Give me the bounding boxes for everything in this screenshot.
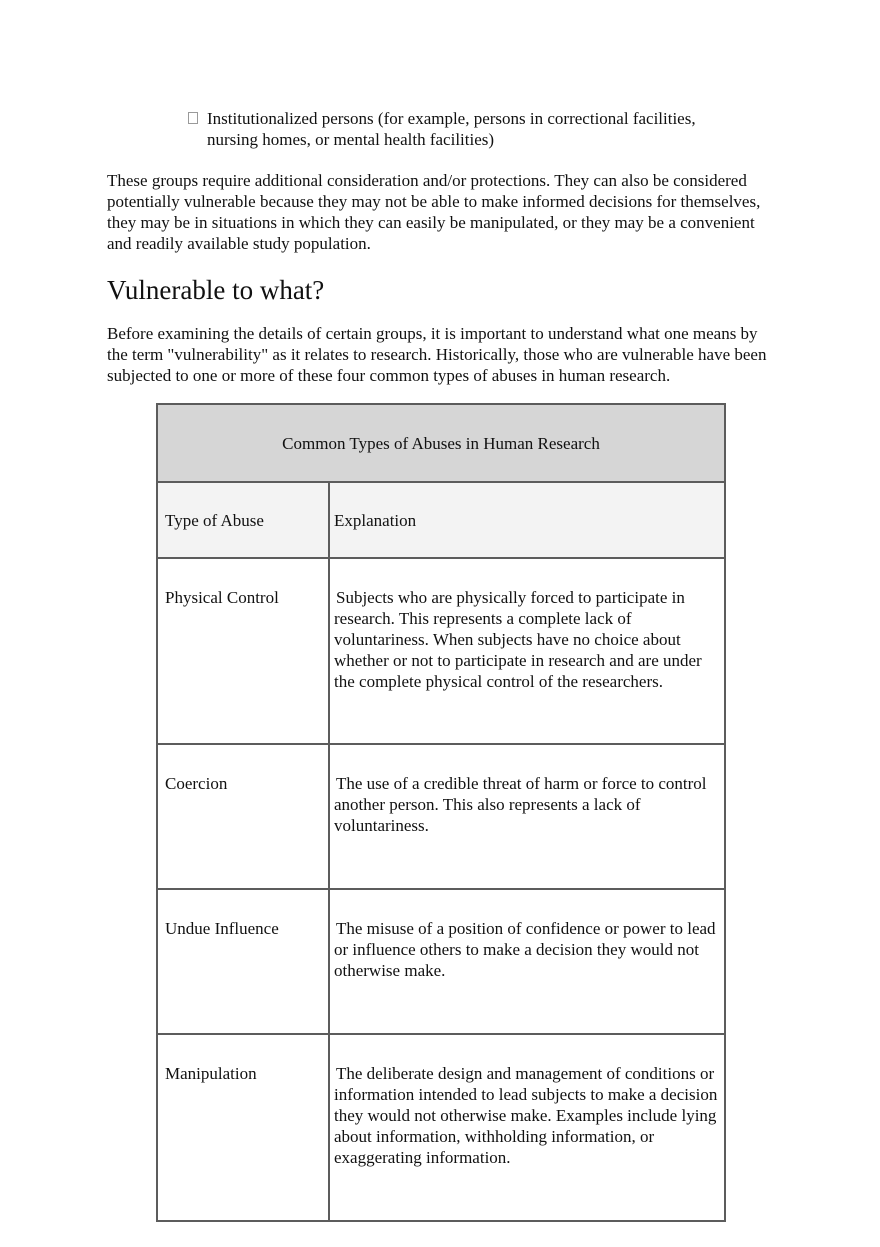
header-type-of-abuse: Type of Abuse [157,482,329,558]
abuse-type-cell: Coercion [157,744,329,889]
abuse-explanation-cell [329,1034,725,1221]
bullet-list-item [188,108,748,150]
abuse-type-cell: Physical Control [157,558,329,744]
table-row [157,558,725,744]
abuse-explanation-cell [329,889,725,1034]
abuse-explanation-text: The deliberate design and management of conditions or information intended to lead subjects to make a decision they would not otherwise make. Examples include lying about information, withholding information, or exaggerating information. [334,1064,718,1167]
bullet-text: Institutionalized persons (for example, persons in correctional facilities, nursing homes, or mental health facilities) [207,109,696,149]
abuse-explanation-cell [329,744,725,889]
abuses-table [156,403,726,1222]
table-row [157,1034,725,1221]
table-caption: Common Types of Abuses in Human Research [157,404,725,482]
bullet-box-icon [188,112,198,124]
abuse-explanation-cell [329,558,725,744]
header-explanation: Explanation [329,482,725,558]
table-row [157,744,725,889]
table-caption-row [157,404,725,482]
abuse-explanation-text: The misuse of a position of confidence or power to lead or influence others to make a decision they would not otherwise make. [334,919,716,980]
abuse-type-cell: Manipulation [157,1034,329,1221]
intro-paragraph: These groups require additional consideration and/or protections. They can also be considered potentially vulnerable because they may not be able to make informed decisions for themselves, they may be in situations in which they can easily be manipulated, or they may be a convenient and readily available study population. [107,171,761,253]
table-row [157,889,725,1034]
abuse-type-cell: Undue Influence [157,889,329,1034]
abuse-explanation-text: The use of a credible threat of harm or force to control another person. This also represents a lack of voluntariness. [334,774,707,835]
section-heading: Vulnerable to what? [107,275,325,305]
table-header-row [157,482,725,558]
abuse-explanation-text: Subjects who are physically forced to participate in research. This represents a complete lack of voluntariness. When subjects have no choice about whether or not to participate in research and are under the complete physical control of the researchers. [334,588,702,691]
bullet-text-wrapper [188,108,748,150]
section-paragraph: Before examining the details of certain groups, it is important to understand what one means by the term "vulnerability" as it relates to research. Historically, those who are vulnerable have been subjected to one or more of these four common types of abuses in human research. [107,324,767,385]
